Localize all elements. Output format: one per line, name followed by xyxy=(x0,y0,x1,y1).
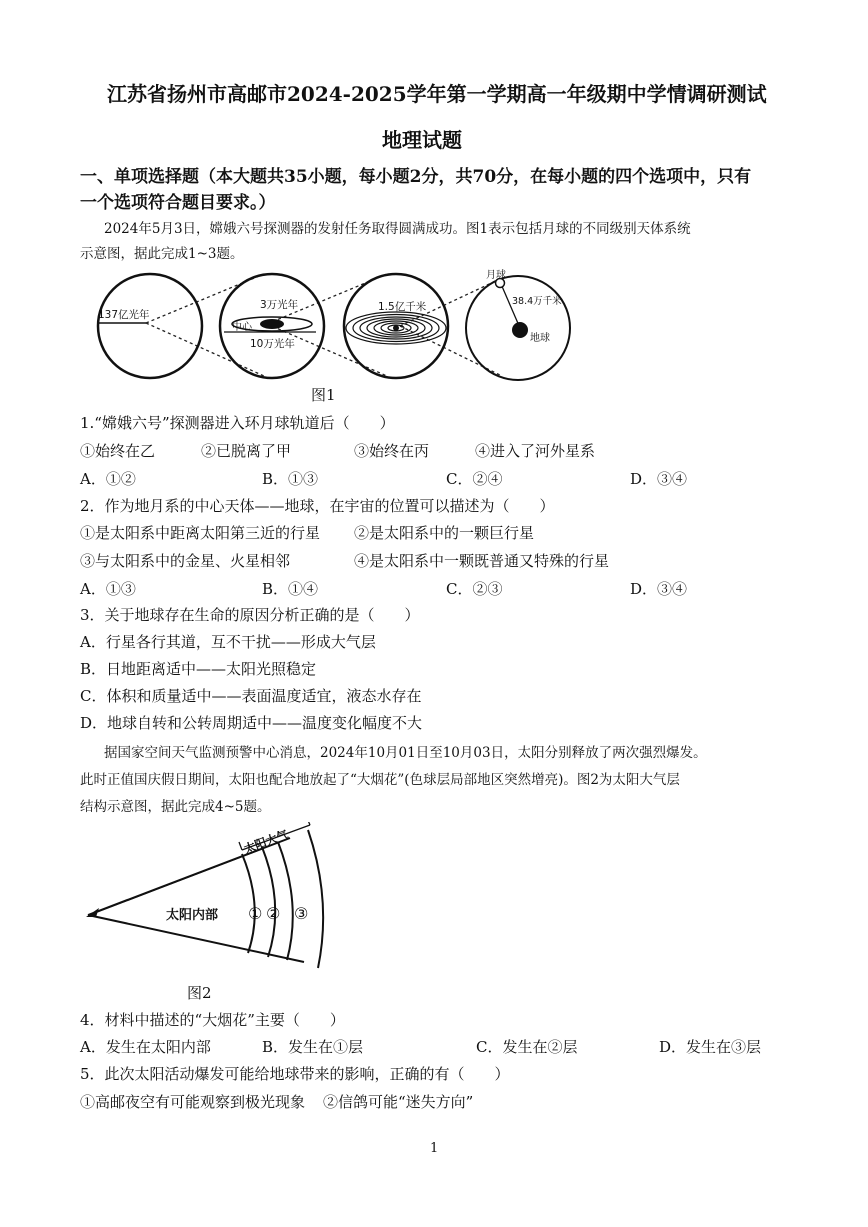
page-subtitle: 地理试题 xyxy=(382,128,462,152)
material2-line1: 据国家空间天气监测预警中心消息，2024年10月01日至10月03日，太阳分别释放了两次强烈爆发。 xyxy=(104,745,707,761)
q4-stem: 4．材料中描述的“大烟花”主要（ ） xyxy=(80,1011,345,1029)
figure2-atmosphere-label: 太阳大气 xyxy=(241,827,290,857)
q4-choice-d: D．发生在③层 xyxy=(659,1038,762,1056)
figure1-label-384: 38.4万千米 xyxy=(512,296,562,307)
q4-choice-b: B．发生在①层 xyxy=(262,1038,364,1056)
q2-choice-a: A．①③ xyxy=(80,580,136,598)
q5-option-2: ②信鸽可能“迷失方向” xyxy=(323,1093,474,1111)
page-number: 1 xyxy=(430,1141,439,1156)
q1-option-2: ②已脱离了甲 xyxy=(201,442,292,460)
figure1-diagram xyxy=(84,266,584,384)
q3-choice-d: D．地球自转和公转周期适中——温度变化幅度不大 xyxy=(80,714,423,732)
q1-choice-b: B．①③ xyxy=(262,470,319,488)
section-heading-line1: 一、单项选择题（本大题共35小题，每小题2分，共70分，在每小题的四个选项中，只有 xyxy=(80,167,752,187)
figure2-diagram xyxy=(82,822,332,972)
section-heading-line2: 一个选项符合题目要求。） xyxy=(80,193,276,213)
q4-choice-a: A．发生在太阳内部 xyxy=(80,1038,211,1056)
q2-choice-c: C．②③ xyxy=(446,580,503,598)
q3-choice-b: B．日地距离适中——太阳光照稳定 xyxy=(80,660,317,678)
figure1-label-1.5yi: 1.5亿千米 xyxy=(378,301,427,313)
q5-stem: 5．此次太阳活动爆发可能给地球带来的影响，正确的有（ ） xyxy=(80,1065,510,1083)
q2-choice-d: D．③④ xyxy=(630,580,688,598)
figure1-caption: 图1 xyxy=(311,386,336,404)
q5-option-1: ①高邮夜空有可能观察到极光现象 xyxy=(80,1093,306,1111)
figure1-label-center: 中心 xyxy=(232,322,252,333)
material1-line2: 示意图，据此完成1~3题。 xyxy=(80,246,244,262)
figure1-label-137: 137亿光年 xyxy=(98,309,150,321)
q1-choice-d: D．③④ xyxy=(630,470,688,488)
q2-option-3: ③与太阳系中的金星、火星相邻 xyxy=(80,552,291,570)
material2-line3: 结构示意图，据此完成4~5题。 xyxy=(80,799,271,815)
figure1-label-10wan: 10万光年 xyxy=(250,338,295,350)
figure2-layer2: ② xyxy=(266,904,281,923)
q2-option-1: ①是太阳系中距离太阳第三近的行星 xyxy=(80,524,321,542)
q3-choice-c: C．体积和质量适中——表面温度适宜，液态水存在 xyxy=(80,687,422,705)
q2-option-4: ④是太阳系中一颗既普通又特殊的行星 xyxy=(354,552,610,570)
figure2-caption: 图2 xyxy=(187,984,212,1002)
q1-choice-c: C．②④ xyxy=(446,470,503,488)
q1-option-3: ③始终在丙 xyxy=(354,442,430,460)
q1-option-1: ①始终在乙 xyxy=(80,442,156,460)
figure2-layer1: ① xyxy=(248,904,263,923)
figure2-layer3: ③ xyxy=(294,904,309,923)
material2-line2: 此时正值国庆假日期间，太阳也配合地放起了“大烟花”(色球层局部地区突然增亮)。图2为太阳大气层 xyxy=(80,772,680,788)
figure1-label-earth: 地球 xyxy=(530,333,550,344)
q2-choice-b: B．①④ xyxy=(262,580,319,598)
q1-option-4: ④进入了河外星系 xyxy=(475,442,596,460)
material1-line1: 2024年5月3日，嫦娥六号探测器的发射任务取得圆满成功。图1表示包括月球的不同级别天体系统 xyxy=(104,221,691,237)
figure1-label-3wan: 3万光年 xyxy=(260,299,299,311)
q3-choice-a: A．行星各行其道，互不干扰——形成大气层 xyxy=(80,633,376,651)
figure1-label-moon: 月球 xyxy=(486,270,506,281)
q2-option-2: ②是太阳系中的一颗巨行星 xyxy=(354,524,535,542)
q1-choice-a: A．①② xyxy=(80,470,136,488)
q1-stem: 1.“嫦娥六号”探测器进入环月球轨道后（ ） xyxy=(80,414,395,432)
q2-stem: 2．作为地月系的中心天体——地球，在宇宙的位置可以描述为（ ） xyxy=(80,497,555,515)
q4-choice-c: C．发生在②层 xyxy=(476,1038,578,1056)
figure2-interior-label: 太阳内部 xyxy=(166,908,219,923)
q3-stem: 3．关于地球存在生命的原因分析正确的是（ ） xyxy=(80,606,420,624)
page-title: 江苏省扬州市高邮市2024-2025学年第一学期高一年级期中学情调研测试 xyxy=(107,82,767,106)
